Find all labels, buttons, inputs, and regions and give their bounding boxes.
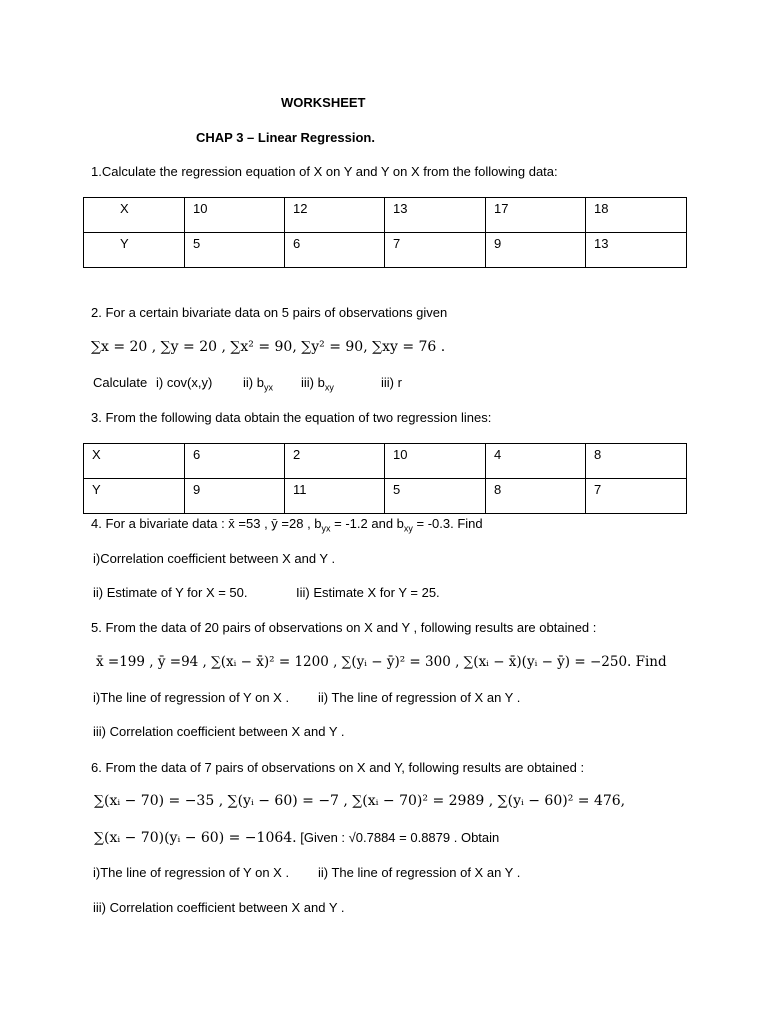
table-cell: 10 [185,198,285,233]
table-cell: 5 [185,233,285,268]
q2-part-4: iii) r [381,375,402,390]
table-row [84,444,687,479]
table-cell: Y [84,233,185,268]
q4-text: 4. For a bivariate data : x̄ =53 , ȳ =28 , $b_{yx} = -1.2$ and $b_{xy} = -0.3$. Find [91,516,483,534]
table-cell: 12 [285,198,385,233]
table-cell: 8 [486,479,586,514]
q6-part-2: ii) The line of regression of X an Y . [318,865,521,880]
q6-given: [Given : √0.7884 = 0.8879 . Obtain [296,830,500,845]
table-row [84,233,687,268]
worksheet-title: WORKSHEET [281,95,366,110]
q1-table [83,197,687,268]
q4-part-3: Iii) Estimate X for Y = 25. [296,585,440,600]
q6-text: 6. From the data of 7 pairs of observations on X and Y, following results are obtained : [91,760,585,775]
table-cell: 9 [185,479,285,514]
q2-text: 2. For a certain bivariate data on 5 pairs of observations given [91,305,448,320]
q4-part-2: ii) Estimate of Y for X = 50. [93,585,248,600]
table-cell: 5 [385,479,486,514]
q6-formula-2-line [94,830,499,846]
q2-part-3: iii) $b_{xy}$ [301,375,334,393]
table-cell: 7 [385,233,486,268]
table-cell: 17 [486,198,586,233]
q3-text: 3. From the following data obtain the equation of two regression lines: [91,410,492,425]
q1-text: 1.Calculate the regression equation of X on Y and Y on X from the following data: [91,164,558,179]
q5-part-3: iii) Correlation coefficient between X and Y . [93,724,345,739]
table-cell: 13 [385,198,486,233]
q5-text: 5. From the data of 20 pairs of observations on X and Y , following results are obtained : [91,620,597,635]
q2-formula: ∑x = 20 , ∑y = 20 , ∑x² = 90, ∑y² = 90, ∑xy = 76 . [91,339,446,355]
q6-formula-2: ∑(xᵢ − 70)(yᵢ − 60) = −1064. [94,830,297,846]
q5-part-1: i)The line of regression of Y on X . [93,690,290,705]
table-cell: X [84,198,185,233]
q6-formula-1: ∑(xᵢ − 70) = −35 , ∑(yᵢ − 60) = −7 , ∑(xᵢ − 70)² = 2989 , ∑(yᵢ − 60)² = 476, [94,793,626,809]
table-cell: 6 [285,233,385,268]
q6-part-3: iii) Correlation coefficient between X and Y . [93,900,345,915]
chapter-heading: CHAP 3 – Linear Regression. [196,130,375,145]
table-cell: X [84,444,185,479]
table-row [84,479,687,514]
table-row [84,198,687,233]
q6-part-1: i)The line of regression of Y on X . [93,865,290,880]
table-cell: 7 [586,479,687,514]
q2-part-1: i) cov(x,y) [156,375,213,390]
q2-calc-label: Calculate [93,375,148,390]
table-cell: 6 [185,444,285,479]
table-cell: Y [84,479,185,514]
table-cell: 10 [385,444,486,479]
table-cell: 18 [586,198,687,233]
table-cell: 13 [586,233,687,268]
table-cell: 9 [486,233,586,268]
table-cell: 4 [486,444,586,479]
q5-formula: x̄ =199 , ȳ =94 , ∑(xᵢ − x̄)² = 1200 , ∑(yᵢ − ȳ)² = 300 , ∑(xᵢ − x̄)(yᵢ − ȳ) = −250. Find [96,654,667,670]
q3-table [83,443,687,514]
q5-part-2: ii) The line of regression of X an Y . [318,690,521,705]
table-cell: 2 [285,444,385,479]
table-cell: 11 [285,479,385,514]
table-cell: 8 [586,444,687,479]
q2-part-2: ii) $b_{yx}$ [243,375,273,393]
q4-part-1: i)Correlation coefficient between X and Y . [93,551,336,566]
